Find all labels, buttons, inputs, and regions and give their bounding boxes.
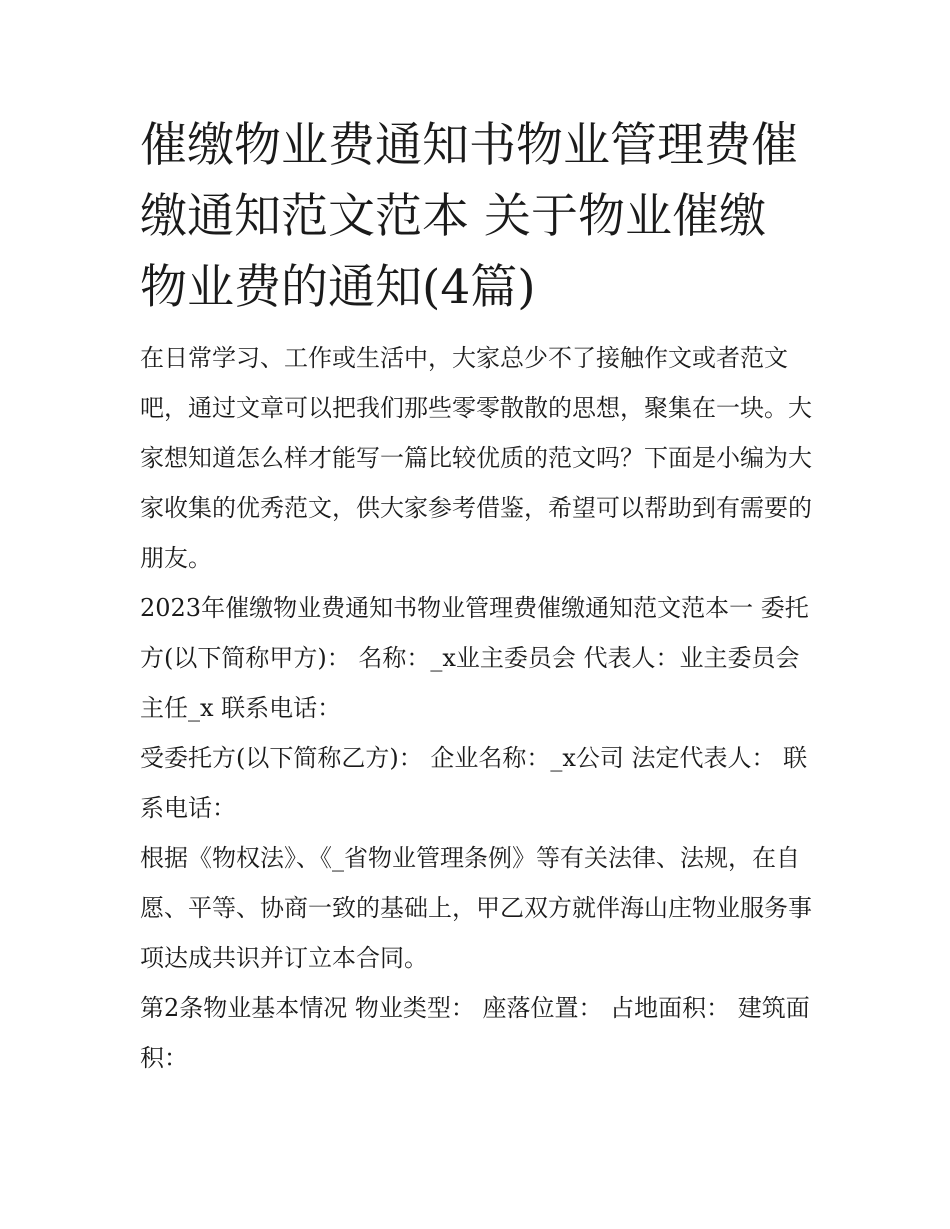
agent-paragraph: 受委托方(以下简称乙方)： 企业名称：_x公司 法定代表人： 联系电话： — [140, 744, 808, 822]
document-title: 催缴物业费通知书物业管理费催缴通知范文范本 关于物业催缴物业费的通知(4篇) — [140, 118, 798, 315]
legal-basis-paragraph: 根据《物权法》、《_省物业管理条例》等有关法律、法规，在自愿、平等、协商一致的基础上，甲乙双方就伴海山庄物业服务事项达成共识并订立本合同。 — [140, 844, 812, 972]
intro-paragraph: 在日常学习、工作或生活中，大家总少不了接触作文或者范文吧，通过文章可以把我们那些零零散散的思想，聚集在一块。大家想知道怎么样才能写一篇比较优质的范文吗？下面是小编为大家收集的优秀范文，供大家参考借鉴，希望可以帮助到有需要的朋友。 — [140, 344, 812, 572]
property-info-paragraph: 第2条物业基本情况 物业类型： 座落位置： 占地面积： 建筑面积： — [140, 994, 810, 1072]
principal-paragraph: 2023年催缴物业费通知书物业管理费催缴通知范文范本一 委托方(以下简称甲方)： 名称：_x业主委员会 代表人：业主委员会主任_x 联系电话： — [140, 594, 809, 722]
document-page — [140, 110, 812, 1083]
